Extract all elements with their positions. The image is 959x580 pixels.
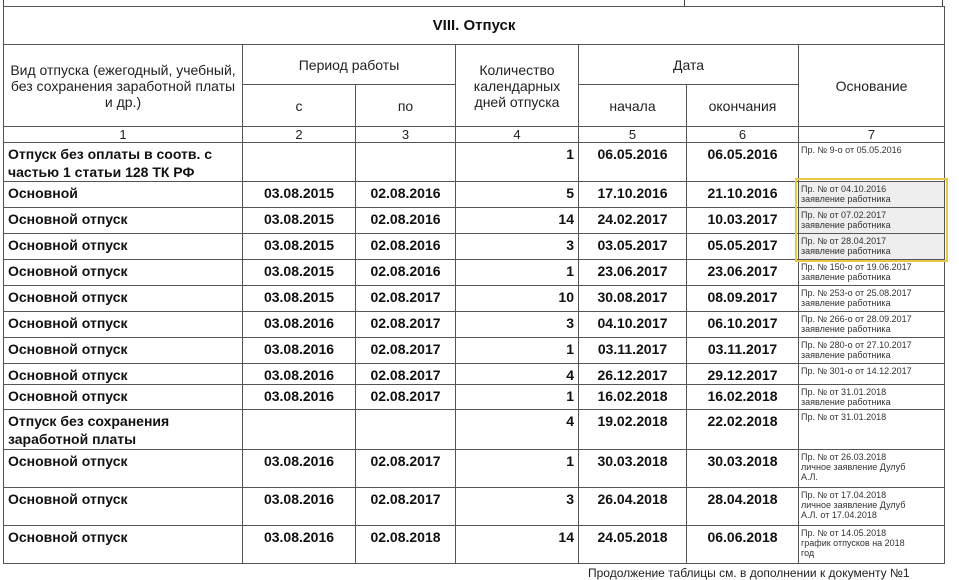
header-vacation-type: Вид отпуска (ежегодный, учебный, без сохранения заработной платы и др.) xyxy=(4,45,243,127)
period-from: 03.08.2016 xyxy=(243,526,356,564)
period-to: 02.08.2016 xyxy=(356,208,456,234)
end-date: 16.02.2018 xyxy=(687,385,799,410)
vacation-type: Основной отпуск xyxy=(4,208,243,234)
vacation-table xyxy=(3,6,945,564)
days-count: 4 xyxy=(456,410,579,450)
period-from: 03.08.2016 xyxy=(243,385,356,410)
column-number: 7 xyxy=(799,127,945,143)
table-row xyxy=(4,182,945,208)
start-date: 17.10.2016 xyxy=(579,182,687,208)
basis-text: Пр. № 266-о от 28.09.2017 заявление работника xyxy=(799,312,945,338)
basis-text: Пр. № от 04.10.2016 заявление работника xyxy=(799,182,945,208)
period-to: 02.08.2017 xyxy=(356,488,456,526)
end-date: 08.09.2017 xyxy=(687,286,799,312)
header-date-end: окончания xyxy=(687,85,799,127)
start-date: 19.02.2018 xyxy=(579,410,687,450)
header-date-start: начала xyxy=(579,85,687,127)
table-row xyxy=(4,385,945,410)
basis-text: Пр. № от 07.02.2017 заявление работника xyxy=(799,208,945,234)
days-count: 4 xyxy=(456,364,579,385)
days-count: 3 xyxy=(456,234,579,260)
column-number: 5 xyxy=(579,127,687,143)
period-to: 02.08.2017 xyxy=(356,338,456,364)
end-date: 06.06.2018 xyxy=(687,526,799,564)
basis-text: Пр. № 253-о от 25.08.2017 заявление работника xyxy=(799,286,945,312)
continuation-note: Продолжение таблицы см. в дополнении к документу №1 xyxy=(588,566,910,580)
days-count: 1 xyxy=(456,450,579,488)
end-date: 28.04.2018 xyxy=(687,488,799,526)
header-days-count: Количество календарных дней отпуска xyxy=(456,45,579,127)
table-row xyxy=(4,208,945,234)
period-from: 03.08.2015 xyxy=(243,234,356,260)
period-to: 02.08.2016 xyxy=(356,234,456,260)
basis-text: Пр. № 150-о от 19.06.2017 заявление работника xyxy=(799,260,945,286)
basis-text: Пр. № 301-о от 14.12.2017 xyxy=(799,364,945,385)
period-to xyxy=(356,143,456,182)
end-date: 29.12.2017 xyxy=(687,364,799,385)
header-work-period: Период работы xyxy=(243,45,456,85)
end-date: 22.02.2018 xyxy=(687,410,799,450)
end-date: 23.06.2017 xyxy=(687,260,799,286)
period-to: 02.08.2016 xyxy=(356,182,456,208)
vacation-type: Основной отпуск xyxy=(4,364,243,385)
days-count: 10 xyxy=(456,286,579,312)
vacation-type: Основной xyxy=(4,182,243,208)
days-count: 3 xyxy=(456,312,579,338)
start-date: 26.04.2018 xyxy=(579,488,687,526)
period-from: 03.08.2016 xyxy=(243,338,356,364)
days-count: 1 xyxy=(456,143,579,182)
vacation-type: Основной отпуск xyxy=(4,338,243,364)
vacation-type: Отпуск без оплаты в соотв. с частью 1 статьи 128 ТК РФ xyxy=(4,143,243,182)
section-title: VIII. Отпуск xyxy=(4,7,945,45)
table-row xyxy=(4,450,945,488)
column-number: 2 xyxy=(243,127,356,143)
start-date: 04.10.2017 xyxy=(579,312,687,338)
period-from: 03.08.2015 xyxy=(243,260,356,286)
start-date: 03.11.2017 xyxy=(579,338,687,364)
vacation-type: Отпуск без сохранения заработной платы xyxy=(4,410,243,450)
period-from: 03.08.2016 xyxy=(243,312,356,338)
vacation-type: Основной отпуск xyxy=(4,488,243,526)
start-date: 24.05.2018 xyxy=(579,526,687,564)
start-date: 30.03.2018 xyxy=(579,450,687,488)
basis-text: Пр. № от 31.01.2018 xyxy=(799,410,945,450)
period-from xyxy=(243,143,356,182)
end-date: 06.05.2016 xyxy=(687,143,799,182)
period-from xyxy=(243,410,356,450)
vacation-type: Основной отпуск xyxy=(4,312,243,338)
start-date: 26.12.2017 xyxy=(579,364,687,385)
end-date: 05.05.2017 xyxy=(687,234,799,260)
period-to: 02.08.2018 xyxy=(356,526,456,564)
period-to: 02.08.2017 xyxy=(356,364,456,385)
header-period-from: с xyxy=(243,85,356,127)
period-from: 03.08.2015 xyxy=(243,286,356,312)
start-date: 23.06.2017 xyxy=(579,260,687,286)
table-row xyxy=(4,364,945,385)
column-number: 6 xyxy=(687,127,799,143)
days-count: 14 xyxy=(456,526,579,564)
period-to: 02.08.2016 xyxy=(356,260,456,286)
end-date: 03.11.2017 xyxy=(687,338,799,364)
basis-text: Пр. № от 26.03.2018 личное заявление Дулуб А.Л. xyxy=(799,450,945,488)
header-date: Дата xyxy=(579,45,799,85)
start-date: 30.08.2017 xyxy=(579,286,687,312)
period-from: 03.08.2015 xyxy=(243,208,356,234)
column-number: 1 xyxy=(4,127,243,143)
period-from: 03.08.2016 xyxy=(243,488,356,526)
column-number: 3 xyxy=(356,127,456,143)
days-count: 1 xyxy=(456,385,579,410)
table-row xyxy=(4,143,945,182)
end-date: 06.10.2017 xyxy=(687,312,799,338)
vacation-type: Основной отпуск xyxy=(4,286,243,312)
days-count: 5 xyxy=(456,182,579,208)
vacation-type: Основной отпуск xyxy=(4,260,243,286)
end-date: 10.03.2017 xyxy=(687,208,799,234)
basis-text: Пр. № 9-о от 05.05.2016 xyxy=(799,143,945,182)
vacation-type: Основной отпуск xyxy=(4,234,243,260)
column-number-row xyxy=(4,127,945,143)
period-to: 02.08.2017 xyxy=(356,312,456,338)
vacation-type: Основной отпуск xyxy=(4,526,243,564)
days-count: 3 xyxy=(456,488,579,526)
start-date: 06.05.2016 xyxy=(579,143,687,182)
days-count: 1 xyxy=(456,260,579,286)
table-row xyxy=(4,286,945,312)
column-number: 4 xyxy=(456,127,579,143)
start-date: 16.02.2018 xyxy=(579,385,687,410)
table-row xyxy=(4,526,945,564)
days-count: 1 xyxy=(456,338,579,364)
table-row xyxy=(4,234,945,260)
basis-text: Пр. № от 14.05.2018 график отпусков на 2018 год xyxy=(799,526,945,564)
basis-text: Пр. № от 28.04.2017 заявление работника xyxy=(799,234,945,260)
period-to: 02.08.2017 xyxy=(356,385,456,410)
vacation-type: Основной отпуск xyxy=(4,450,243,488)
end-date: 21.10.2016 xyxy=(687,182,799,208)
end-date: 30.03.2018 xyxy=(687,450,799,488)
period-from: 03.08.2015 xyxy=(243,182,356,208)
table-row xyxy=(4,488,945,526)
days-count: 14 xyxy=(456,208,579,234)
period-from: 03.08.2016 xyxy=(243,450,356,488)
table-row xyxy=(4,312,945,338)
header-basis: Основание xyxy=(799,45,945,127)
basis-text: Пр. № 280-о от 27.10.2017 заявление работника xyxy=(799,338,945,364)
table-row xyxy=(4,338,945,364)
period-to: 02.08.2017 xyxy=(356,286,456,312)
start-date: 24.02.2017 xyxy=(579,208,687,234)
vacation-type: Основной отпуск xyxy=(4,385,243,410)
basis-text: Пр. № от 31.01.2018 заявление работника xyxy=(799,385,945,410)
start-date: 03.05.2017 xyxy=(579,234,687,260)
table-row xyxy=(4,260,945,286)
period-to xyxy=(356,410,456,450)
table-row xyxy=(4,410,945,450)
period-to: 02.08.2017 xyxy=(356,450,456,488)
period-from: 03.08.2016 xyxy=(243,364,356,385)
basis-text: Пр. № от 17.04.2018 личное заявление Дулуб А.Л. от 17.04.2018 xyxy=(799,488,945,526)
header-period-to: по xyxy=(356,85,456,127)
